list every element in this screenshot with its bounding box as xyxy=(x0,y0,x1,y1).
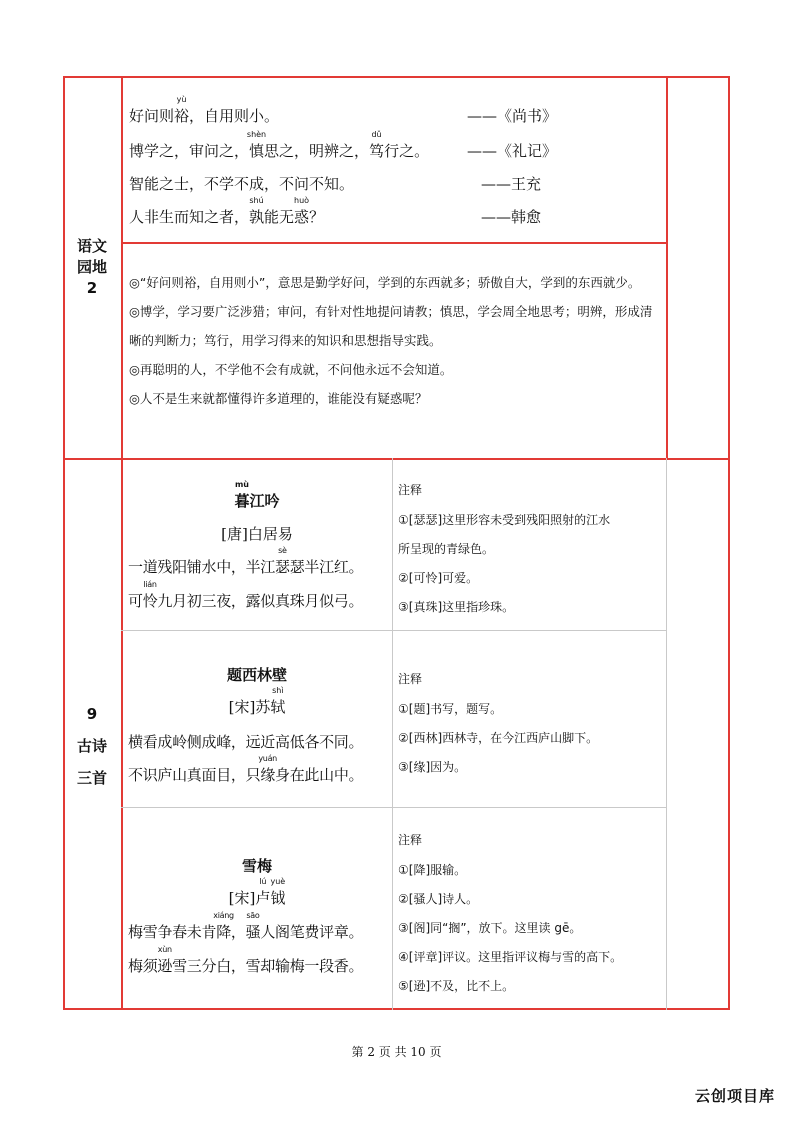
note-item: ⑤[逊]不及，比不上。 xyxy=(398,979,515,993)
explanation-paragraph: ◎人不是生来就都懂得许多道理的，谁能没有疑惑呢？ xyxy=(129,391,428,406)
note-item: ①[题]书写，题写。 xyxy=(398,702,503,716)
ruby-base: 骚 xyxy=(245,923,261,941)
section-label-line: 语文 xyxy=(76,237,107,255)
ruby-base: 怜 xyxy=(142,592,158,610)
poem-line xyxy=(128,546,390,577)
author-text: [宋] xyxy=(228,889,256,907)
ruby-base: 慎 xyxy=(249,142,265,160)
notes-heading: 注释 xyxy=(398,672,423,686)
ruby-base: 裕 xyxy=(174,107,190,125)
author-text: [唐]白居易 xyxy=(221,525,293,543)
pinyin: xùn xyxy=(157,945,172,954)
ruby-base: 瑟 xyxy=(275,558,290,576)
poem-line xyxy=(128,911,390,942)
poem-text: 雪三分白，雪却输梅一段香。 xyxy=(172,957,364,975)
note-item: ②[西林]西林寺，在今江西庐山脚下。 xyxy=(398,731,599,745)
pinyin: xiáng xyxy=(213,911,234,920)
ruby-base: 卢 xyxy=(255,889,271,907)
explanation-paragraph: ◎博学，学习要广泛涉猎；审问，有针对性地提问请教；慎思，学会周全地思考；明辨，形成清晰的判断力；笃行，用学习得来的知识和思想指导实践。 xyxy=(129,304,653,348)
note-item: ④[评章]评议。这里指评议梅与雪的高下。 xyxy=(398,950,623,964)
ruby-base: 孰 xyxy=(249,208,265,226)
pinyin: sè xyxy=(278,546,287,555)
section-label-line: 2 xyxy=(86,279,98,297)
poem-text: 不识庐山真面目，只 xyxy=(128,766,261,784)
pinyin: lú xyxy=(259,877,267,886)
ruby-char xyxy=(249,196,265,227)
poem-line xyxy=(128,945,390,976)
pinyin: sāo xyxy=(246,911,260,920)
quote-text: 好问则 xyxy=(129,107,175,125)
quote-source: ——韩愈 xyxy=(481,208,542,226)
section-label-line: 三首 xyxy=(76,769,107,787)
section-label-line: 9 xyxy=(86,705,98,723)
section-label-gushi-sanshou xyxy=(63,698,121,794)
watermark: 云创项目库 xyxy=(695,1087,776,1105)
pinyin: lián xyxy=(143,580,157,589)
poem-notes xyxy=(398,476,663,622)
note-item: ③[真珠]这里指珍珠。 xyxy=(398,600,515,614)
notes-heading: 注释 xyxy=(398,483,423,497)
note-item: ②[可怜]可爱。 xyxy=(398,571,479,585)
poem-notes xyxy=(398,826,663,1001)
quote-text: 博学之，审问之， xyxy=(129,142,250,160)
pinyin: dǔ xyxy=(371,130,382,139)
poem-title xyxy=(122,480,392,511)
ruby-char xyxy=(245,911,261,942)
quote-text: 智能之士，不学不成，不问不知。 xyxy=(129,175,355,193)
quote-text: ？ xyxy=(309,208,325,226)
poem-text: 梅须 xyxy=(128,957,158,975)
ruby-base: 逊 xyxy=(157,957,173,975)
poem-line xyxy=(128,580,390,611)
right-column-divider-top xyxy=(666,76,668,458)
explanation-paragraph: ◎“好问则裕，自用则小”，意思是勤学好问，学到的东西就多；骄傲自大，学到的东西就少。 xyxy=(129,275,641,290)
explanation-paragraph: ◎再聪明的人，不学他不会有成就，不问他永远不会知道。 xyxy=(129,362,453,377)
ruby-char xyxy=(157,945,173,976)
poem-text: 梅雪争春未肯 xyxy=(128,923,217,941)
quote-text: 行之。 xyxy=(384,142,430,160)
note-item: ①[瑟瑟]这里形容未受到残阳照射的江水 xyxy=(398,513,611,527)
ruby-char xyxy=(255,877,271,908)
pinyin: yuè xyxy=(270,877,286,886)
section-label-yuwen-yuandi xyxy=(63,236,121,299)
poem-author xyxy=(122,523,392,544)
pinyin: yù xyxy=(176,95,187,104)
ruby-char xyxy=(174,95,190,126)
poem-text: 人阁笔费评章。 xyxy=(260,923,364,941)
poem-notes xyxy=(398,665,663,782)
ruby-char xyxy=(270,686,286,717)
poem-line xyxy=(128,731,390,752)
poem-line xyxy=(128,754,390,785)
ruby-char xyxy=(142,580,158,611)
quote-text: 人非生而知之者， xyxy=(129,208,250,226)
pinyin: yuán xyxy=(258,754,277,763)
author-text: [宋]苏 xyxy=(228,698,271,716)
title-text: 雪梅 xyxy=(241,857,272,875)
poem-text: 瑟半江红。 xyxy=(289,558,364,576)
poem-divider-2 xyxy=(121,807,667,808)
poem-text: 一道残阳铺水中，半江 xyxy=(128,558,276,576)
ruby-char xyxy=(294,196,310,227)
title-text: 江吟 xyxy=(249,492,280,510)
poem-title xyxy=(122,664,392,685)
ruby-char xyxy=(369,130,385,161)
ruby-base: 缘 xyxy=(260,766,276,784)
poem-text: ， xyxy=(230,923,246,941)
quotes-divider xyxy=(121,242,668,244)
poem-text: 身在此山中。 xyxy=(275,766,364,784)
ruby-char xyxy=(246,130,267,161)
pinyin: shèn xyxy=(246,130,267,139)
title-text: 题西林壁 xyxy=(226,666,287,684)
ruby-base: 降 xyxy=(216,923,231,941)
quote-source: ——《礼记》 xyxy=(467,142,558,160)
section-divider xyxy=(63,458,730,460)
ruby-base: 笃 xyxy=(369,142,385,160)
poem-author xyxy=(122,686,392,717)
section-label-line: 园地 xyxy=(76,258,107,276)
ruby-char xyxy=(270,877,286,908)
poem-text: 可 xyxy=(128,592,143,610)
pinyin: huò xyxy=(294,196,310,205)
ruby-char xyxy=(258,754,277,785)
ruby-char xyxy=(275,546,290,577)
section-label-line: 古诗 xyxy=(76,737,107,755)
poem-notes-divider xyxy=(392,458,393,1010)
notes-heading: 注释 xyxy=(398,833,423,847)
quote-text: 思之，明辨之， xyxy=(264,142,370,160)
poem-divider-1 xyxy=(121,630,667,631)
poem-title xyxy=(122,855,392,876)
ruby-base: 轼 xyxy=(270,698,286,716)
ruby-base: 钺 xyxy=(270,889,286,907)
ruby-base: 暮 xyxy=(234,492,250,510)
explanation-block xyxy=(129,268,659,413)
note-item: ③[缘]因为。 xyxy=(398,760,467,774)
quote-source: ——王充 xyxy=(481,175,542,193)
ruby-char xyxy=(234,480,250,511)
pinyin: shú xyxy=(249,196,264,205)
poem-author xyxy=(122,877,392,908)
ruby-base: 惑 xyxy=(294,208,310,226)
pinyin: mù xyxy=(234,480,249,489)
poem-text: 九月初三夜，露似真珠月似弓。 xyxy=(157,592,364,610)
quote-text: 能无 xyxy=(264,208,295,226)
note-item: ①[降]服输。 xyxy=(398,863,467,877)
note-item: ③[阁]同“搁”，放下。这里读 gē。 xyxy=(398,921,582,935)
pinyin: shì xyxy=(272,686,284,695)
quote-text: ，自用则小。 xyxy=(189,107,280,125)
ruby-char xyxy=(213,911,234,942)
quote-source: ——《尚书》 xyxy=(467,107,558,125)
poem-text: 横看成岭侧成峰，远近高低各不同。 xyxy=(128,733,364,751)
right-column-divider-bottom xyxy=(666,458,667,1010)
note-item: 所呈现的青绿色。 xyxy=(398,542,495,556)
page-number: 第 2 页 共 10 页 xyxy=(351,1045,442,1059)
note-item: ②[骚人]诗人。 xyxy=(398,892,479,906)
